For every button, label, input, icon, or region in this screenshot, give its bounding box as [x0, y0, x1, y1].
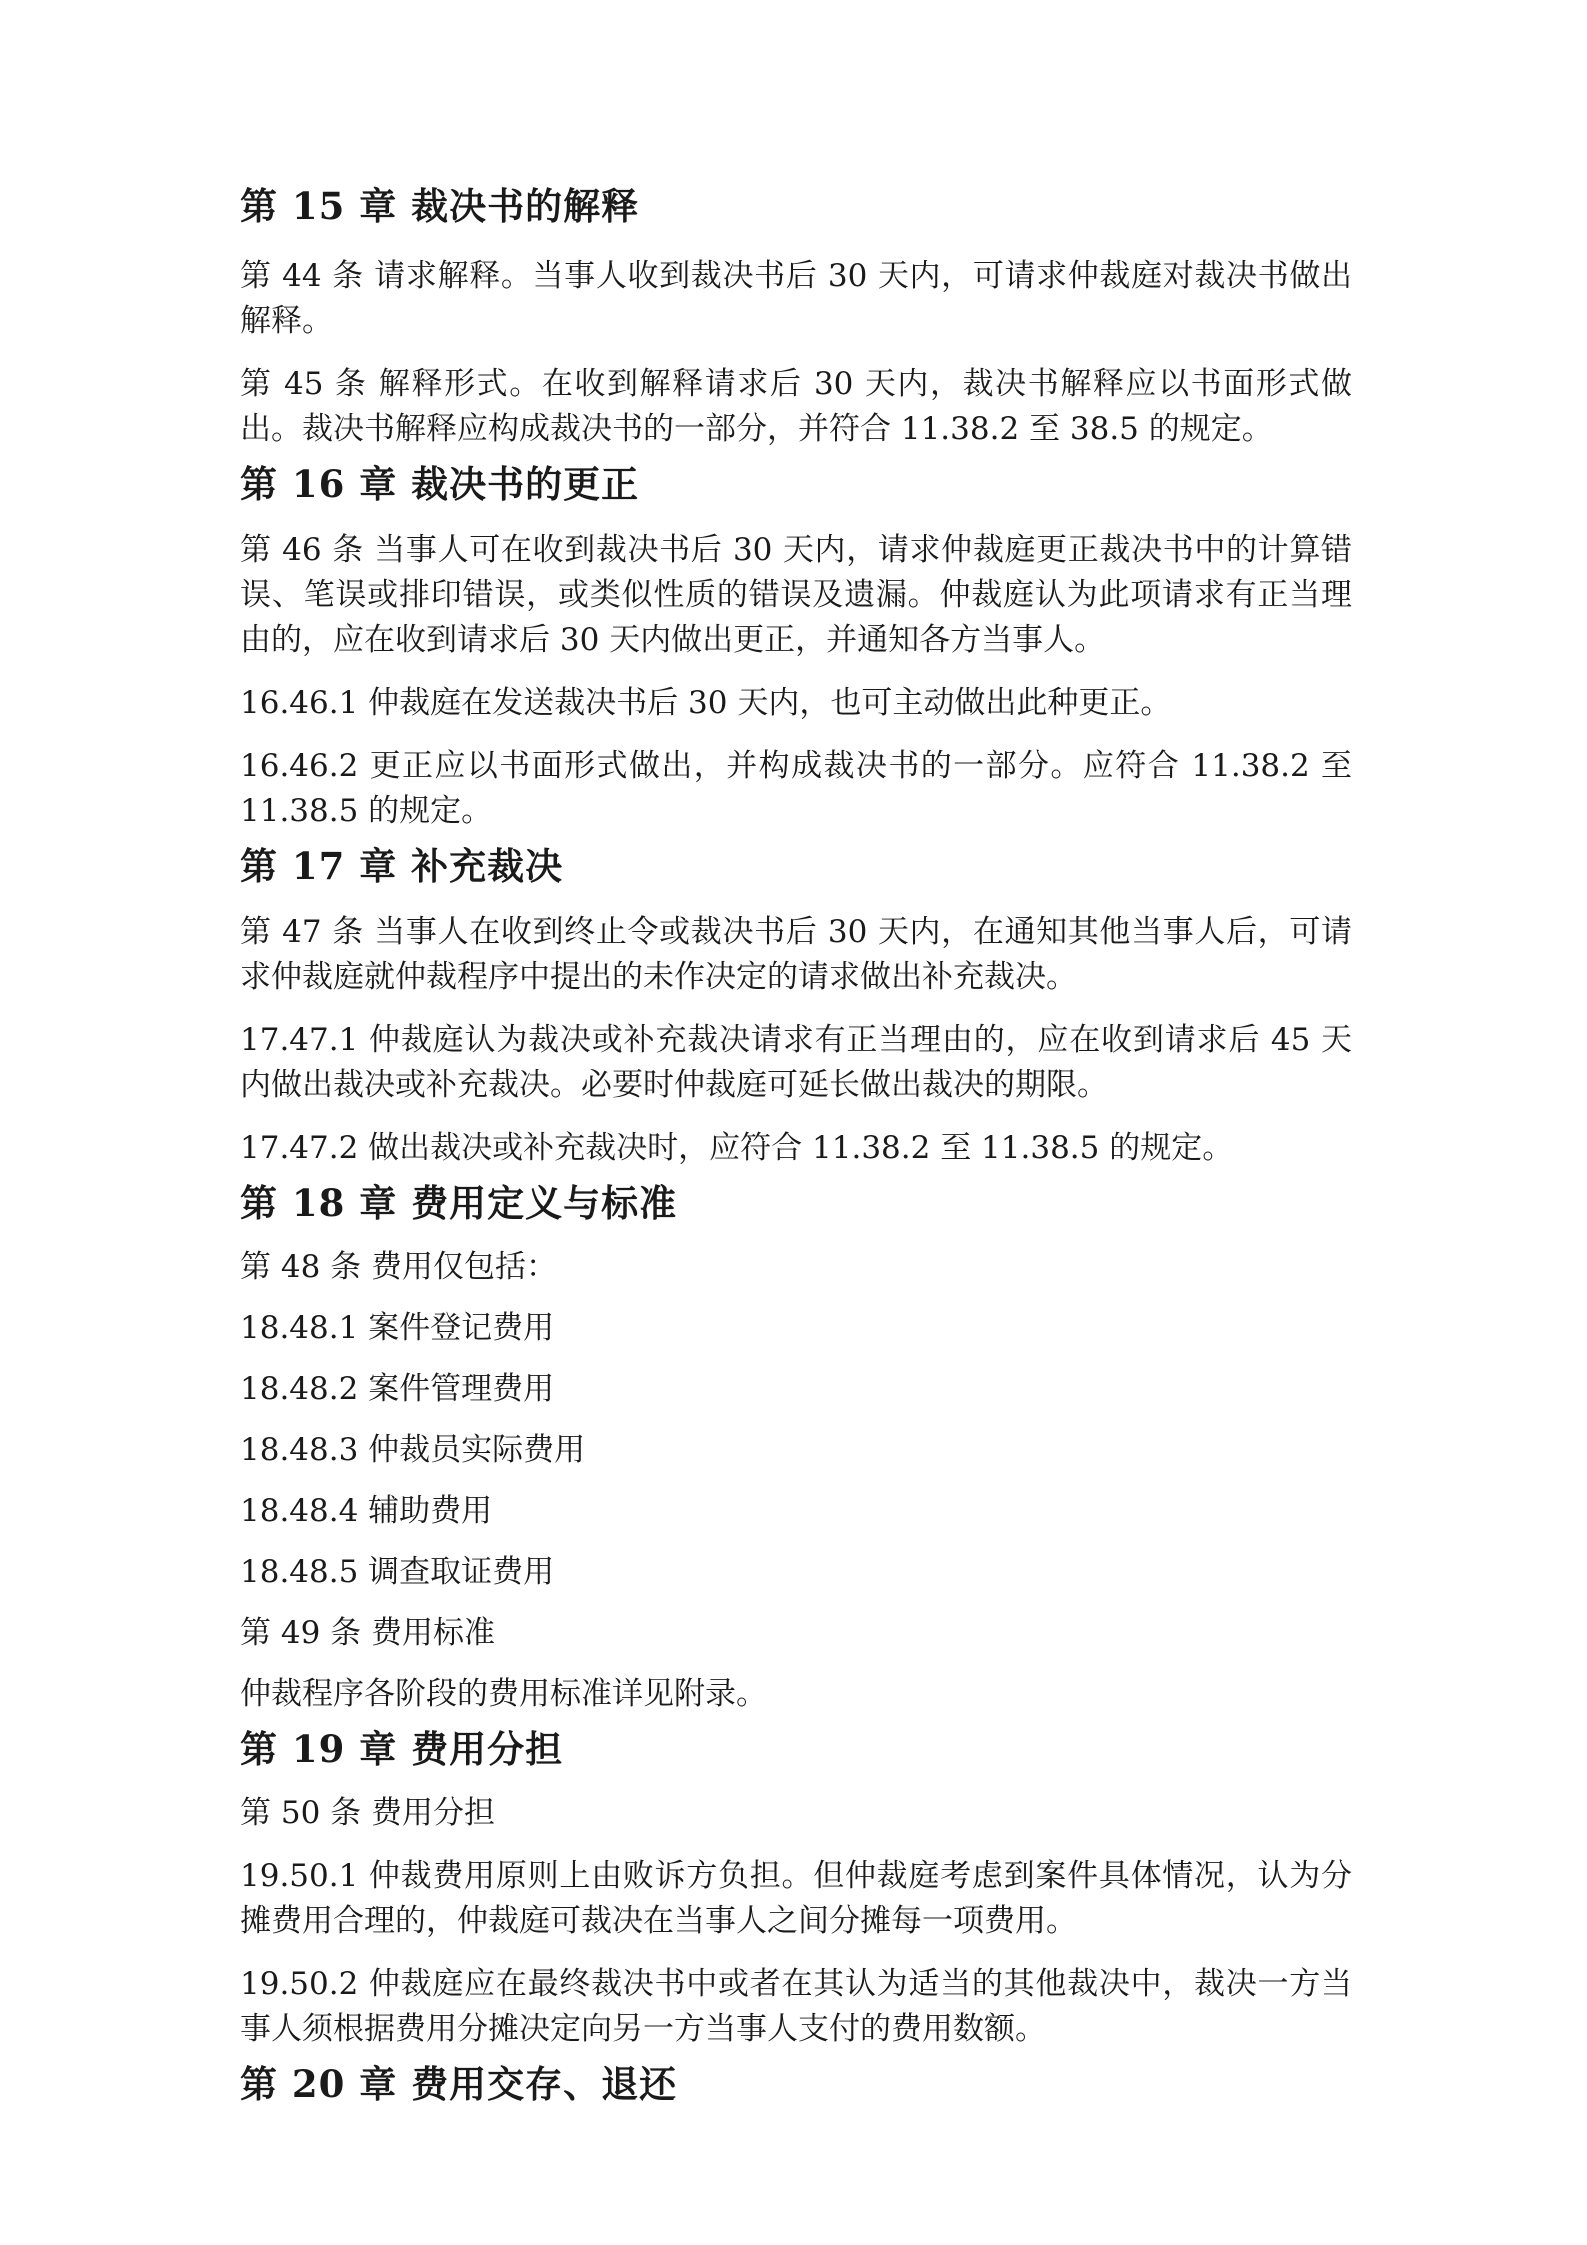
- article-paragraph: 第 48 条 费用仅包括：: [240, 1249, 558, 1285]
- clause-paragraph: 18.48.1 案件登记费用: [240, 1310, 555, 1346]
- clause-paragraph: 19.50.2 仲裁庭应在最终裁决书中或者在其认为适当的其他裁决中，裁决一方当事人须根据费用分摊决定向另一方当事人支付的费用数额。: [240, 1966, 1352, 2047]
- clause-paragraph: 16.46.1 仲裁庭在发送裁决书后 30 天内，也可主动做出此种更正。: [240, 685, 1172, 721]
- chapter-heading: 第 17 章 补充裁决: [240, 844, 564, 888]
- body-paragraph: 仲裁程序各阶段的费用标准详见附录。: [240, 1676, 767, 1712]
- clause-paragraph: 17.47.2 做出裁决或补充裁决时，应符合 11.38.2 至 11.38.5 的规定。: [240, 1130, 1234, 1166]
- article-paragraph: 第 49 条 费用标准: [240, 1615, 496, 1651]
- clause-paragraph: 17.47.1 仲裁庭认为裁决或补充裁决请求有正当理由的，应在收到请求后 45 天内做出裁决或补充裁决。必要时仲裁庭可延长做出裁决的期限。: [240, 1022, 1352, 1103]
- clause-paragraph: 18.48.4 辅助费用: [240, 1493, 493, 1529]
- clause-paragraph: 19.50.1 仲裁费用原则上由败诉方负担。但仲裁庭考虑到案件具体情况，认为分摊费用合理的，仲裁庭可裁决在当事人之间分摊每一项费用。: [240, 1858, 1352, 1939]
- clause-paragraph: 18.48.3 仲裁员实际费用: [240, 1432, 586, 1468]
- chapter-heading: 第 20 章 费用交存、退还: [240, 2062, 678, 2106]
- article-paragraph: 第 45 条 解释形式。在收到解释请求后 30 天内，裁决书解释应以书面形式做出。裁决书解释应构成裁决书的一部分，并符合 11.38.2 至 38.5 的规定。: [240, 366, 1352, 447]
- chapter-heading: 第 16 章 裁决书的更正: [240, 462, 640, 506]
- article-paragraph: 第 50 条 费用分担: [240, 1795, 496, 1831]
- chapter-heading: 第 19 章 费用分担: [240, 1727, 564, 1771]
- clause-paragraph: 18.48.2 案件管理费用: [240, 1371, 555, 1407]
- chapter-heading: 第 15 章 裁决书的解释: [240, 184, 640, 228]
- clause-paragraph: 16.46.2 更正应以书面形式做出，并构成裁决书的一部分。应符合 11.38.2 至 11.38.5 的规定。: [240, 748, 1352, 829]
- chapter-heading: 第 18 章 费用定义与标准: [240, 1181, 678, 1225]
- article-paragraph: 第 44 条 请求解释。当事人收到裁决书后 30 天内，可请求仲裁庭对裁决书做出解释。: [240, 258, 1352, 339]
- document-page: [240, 180, 1352, 2110]
- article-paragraph: 第 47 条 当事人在收到终止令或裁决书后 30 天内，在通知其他当事人后，可请求仲裁庭就仲裁程序中提出的未作决定的请求做出补充裁决。: [240, 914, 1352, 995]
- article-paragraph: 第 46 条 当事人可在收到裁决书后 30 天内，请求仲裁庭更正裁决书中的计算错误、笔误或排印错误，或类似性质的错误及遗漏。仲裁庭认为此项请求有正当理由的，应在收到请求后 30 天内做出更正，并通知各方当事人。: [240, 532, 1352, 658]
- clause-paragraph: 18.48.5 调查取证费用: [240, 1554, 555, 1590]
